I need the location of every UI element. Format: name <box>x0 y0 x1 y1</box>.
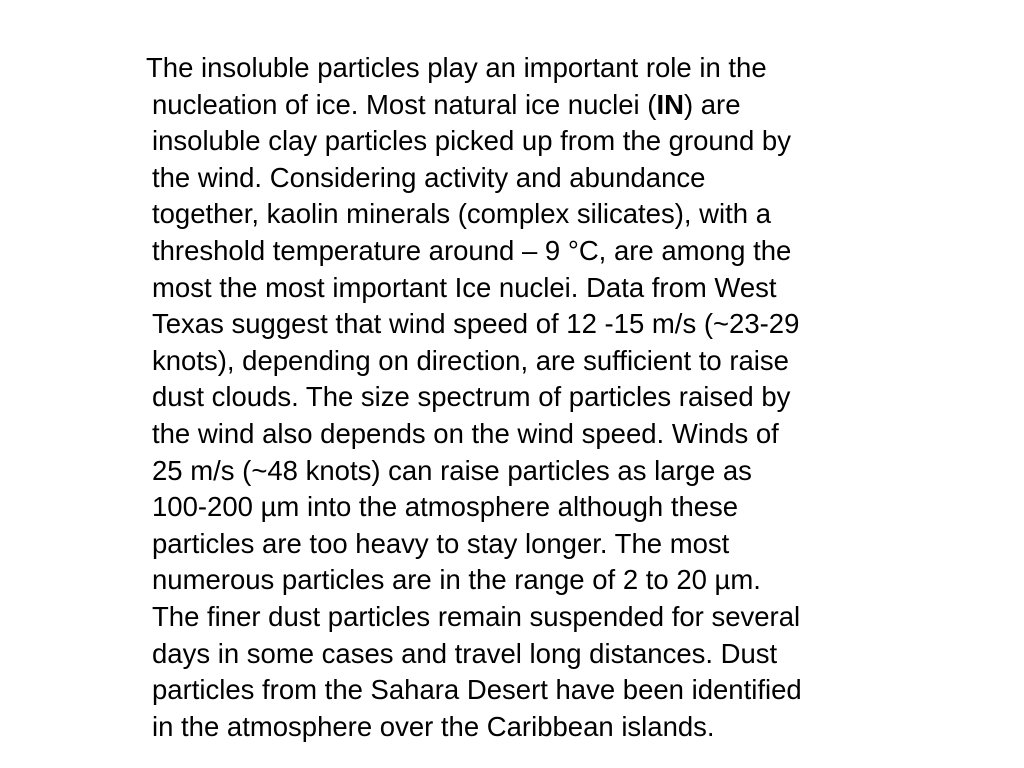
text-line: together, kaolin minerals (complex silicates), with a <box>152 198 772 230</box>
text-line: particles from the Sahara Desert have been identified <box>152 674 802 706</box>
text-line: numerous particles are in the range of 2 to 20 µm. <box>152 564 761 596</box>
text-line: in the atmosphere over the Caribbean islands. <box>152 710 715 742</box>
text-run: nucleation of ice. Most natural ice nuclei ( <box>152 88 657 120</box>
text-line: the wind also depends on the wind speed. Winds of <box>152 417 779 449</box>
text-line: knots), depending on direction, are sufficient to raise <box>152 344 789 376</box>
text-line <box>152 87 992 124</box>
body-paragraph <box>146 50 992 745</box>
text-line: the wind. Considering activity and abundance <box>152 161 706 193</box>
ice-nuclei-abbreviation: IN <box>656 88 684 120</box>
text-line: 25 m/s (~48 knots) can raise particles as large as <box>152 454 752 486</box>
text-line: The finer dust particles remain suspended for several <box>152 600 801 632</box>
text-line: The insoluble particles play an important role in the <box>146 52 767 83</box>
text-line: insoluble clay particles picked up from the ground by <box>152 125 791 157</box>
text-line: days in some cases and travel long distances. Dust <box>152 637 778 669</box>
text-line: most the most important Ice nuclei. Data from West <box>152 271 777 303</box>
text-line: dust clouds. The size spectrum of particles raised by <box>152 381 791 413</box>
text-run: ) are <box>683 88 741 120</box>
text-line: Texas suggest that wind speed of 12 -15 m/s (~23-29 <box>152 308 800 340</box>
text-line: threshold temperature around – 9 °C, are among the <box>152 234 792 266</box>
text-line: 100-200 µm into the atmosphere although these <box>152 491 739 523</box>
text-line: particles are too heavy to stay longer. The most <box>152 527 730 559</box>
